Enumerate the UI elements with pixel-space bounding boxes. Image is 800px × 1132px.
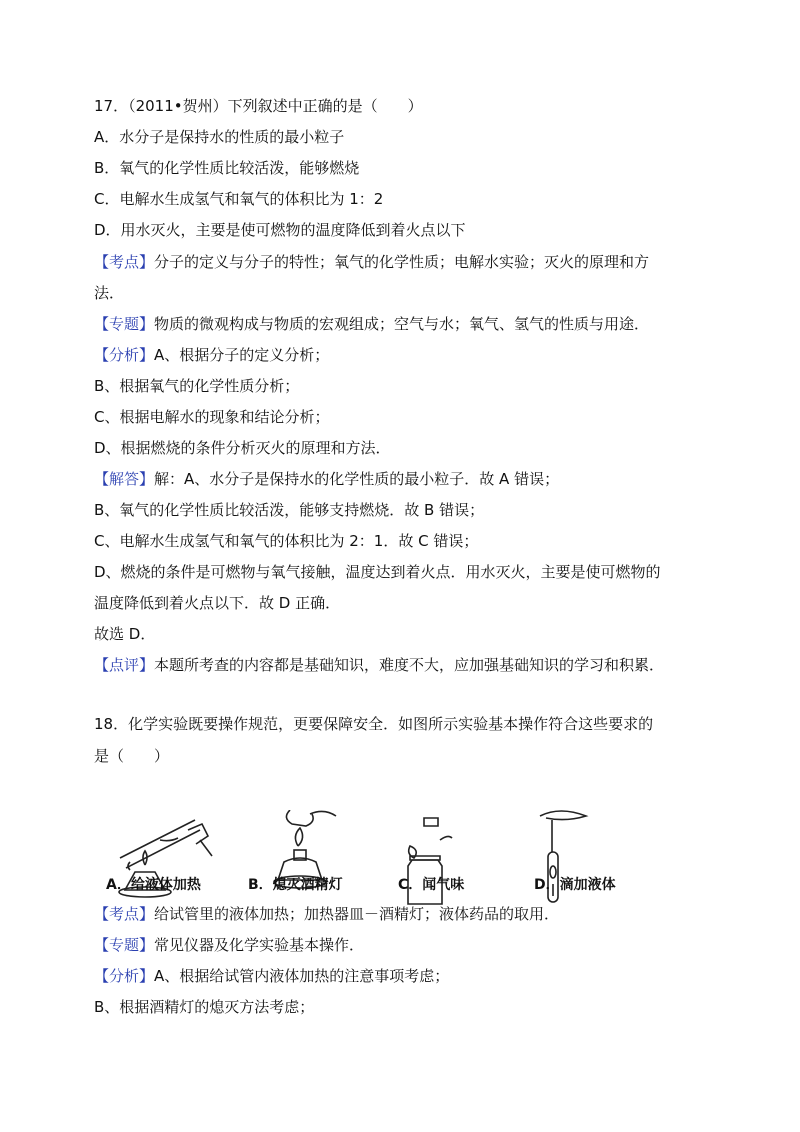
q17-jieda-b: B、氧气的化学性质比较活泼，能够支持燃烧．故 B 错误； [94,501,485,519]
q18-fenxi-b: B、根据酒精灯的熄灭方法考虑； [94,998,315,1016]
q17-fenxi-c: C、根据电解水的现象和结论分析； [94,408,330,426]
kaodian-text: 给试管里的液体加热；加热器皿－酒精灯；液体药品的取用． [154,905,560,923]
q17-option-a: A．水分子是保持水的性质的最小粒子 [94,128,345,146]
q17-kaodian-line [94,252,649,272]
zhuanti-text: 常见仪器及化学实验基本操作． [154,936,365,954]
q17-stem: 17．（2011•贺州）下列叙述中正确的是（ ） [94,97,423,115]
q17-answer: 故选 D． [94,625,156,643]
q17-fenxi-d: D、根据燃烧的条件分析灭火的原理和方法． [94,439,391,457]
jieda-text: 解：A、水分子是保持水的化学性质的最小粒子．故 A 错误； [154,470,560,488]
q18-kaodian-line [94,904,559,924]
kaodian-tag: 【考点】 [94,253,155,271]
q18-stem: 18．化学实验既要操作规范，更要保障安全．如图所示实验基本操作符合这些要求的 [94,715,654,733]
kaodian-text: 分子的定义与分子的特性；氧气的化学性质；电解水实验；灭火的原理和方 [154,253,650,271]
caption-c: C．闻气味 [398,877,465,893]
q17-fenxi-b: B、根据氧气的化学性质分析； [94,377,300,395]
caption-d: D．滴加液体 [534,877,616,893]
kaodian-tag: 【考点】 [94,905,155,923]
dianping-text: 本题所考查的内容都是基础知识，难度不大，应加强基础知识的学习和积累． [154,656,665,674]
zhuanti-tag: 【专题】 [94,315,155,333]
fenxi-text: A、根据分子的定义分析； [154,346,330,364]
q18-zhuanti-line [94,935,364,955]
q17-option-d: D．用水灭火，主要是使可燃物的温度降低到着火点以下 [94,221,466,239]
jieda-tag: 【解答】 [94,470,155,488]
zhuanti-tag: 【专题】 [94,936,155,954]
q17-jieda-line [94,469,559,489]
q17-option-c: C．电解水生成氢气和氧气的体积比为 1：2 [94,190,384,208]
q17-fenxi-line [94,345,329,365]
fenxi-tag: 【分析】 [94,967,155,985]
q17-jieda-d-cont: 温度降低到着火点以下．故 D 正确． [94,594,341,612]
caption-b: B．熄灭酒精灯 [248,877,343,893]
q17-kaodian-cont: 法． [94,284,125,302]
q17-zhuanti-line [94,314,649,334]
q17-option-b: B．氧气的化学性质比较活泼，能够燃烧 [94,159,360,177]
fenxi-tag: 【分析】 [94,346,155,364]
q17-dianping-line [94,655,664,675]
q17-jieda-d: D、燃烧的条件是可燃物与氧气接触，温度达到着火点．用水灭火，主要是使可燃物的 [94,563,661,581]
zhuanti-text: 物质的微观构成与物质的宏观组成；空气与水；氧气、氢气的性质与用途． [154,315,650,333]
caption-a: A．给液体加热 [106,877,201,893]
fenxi-text: A、根据给试管内液体加热的注意事项考虑； [154,967,450,985]
q18-fenxi-line [94,966,449,986]
q18-stem-cont: 是（ ） [94,747,170,765]
q17-jieda-c: C、电解水生成氢气和氧气的体积比为 2：1．故 C 错误； [94,532,479,550]
dianping-tag: 【点评】 [94,656,155,674]
